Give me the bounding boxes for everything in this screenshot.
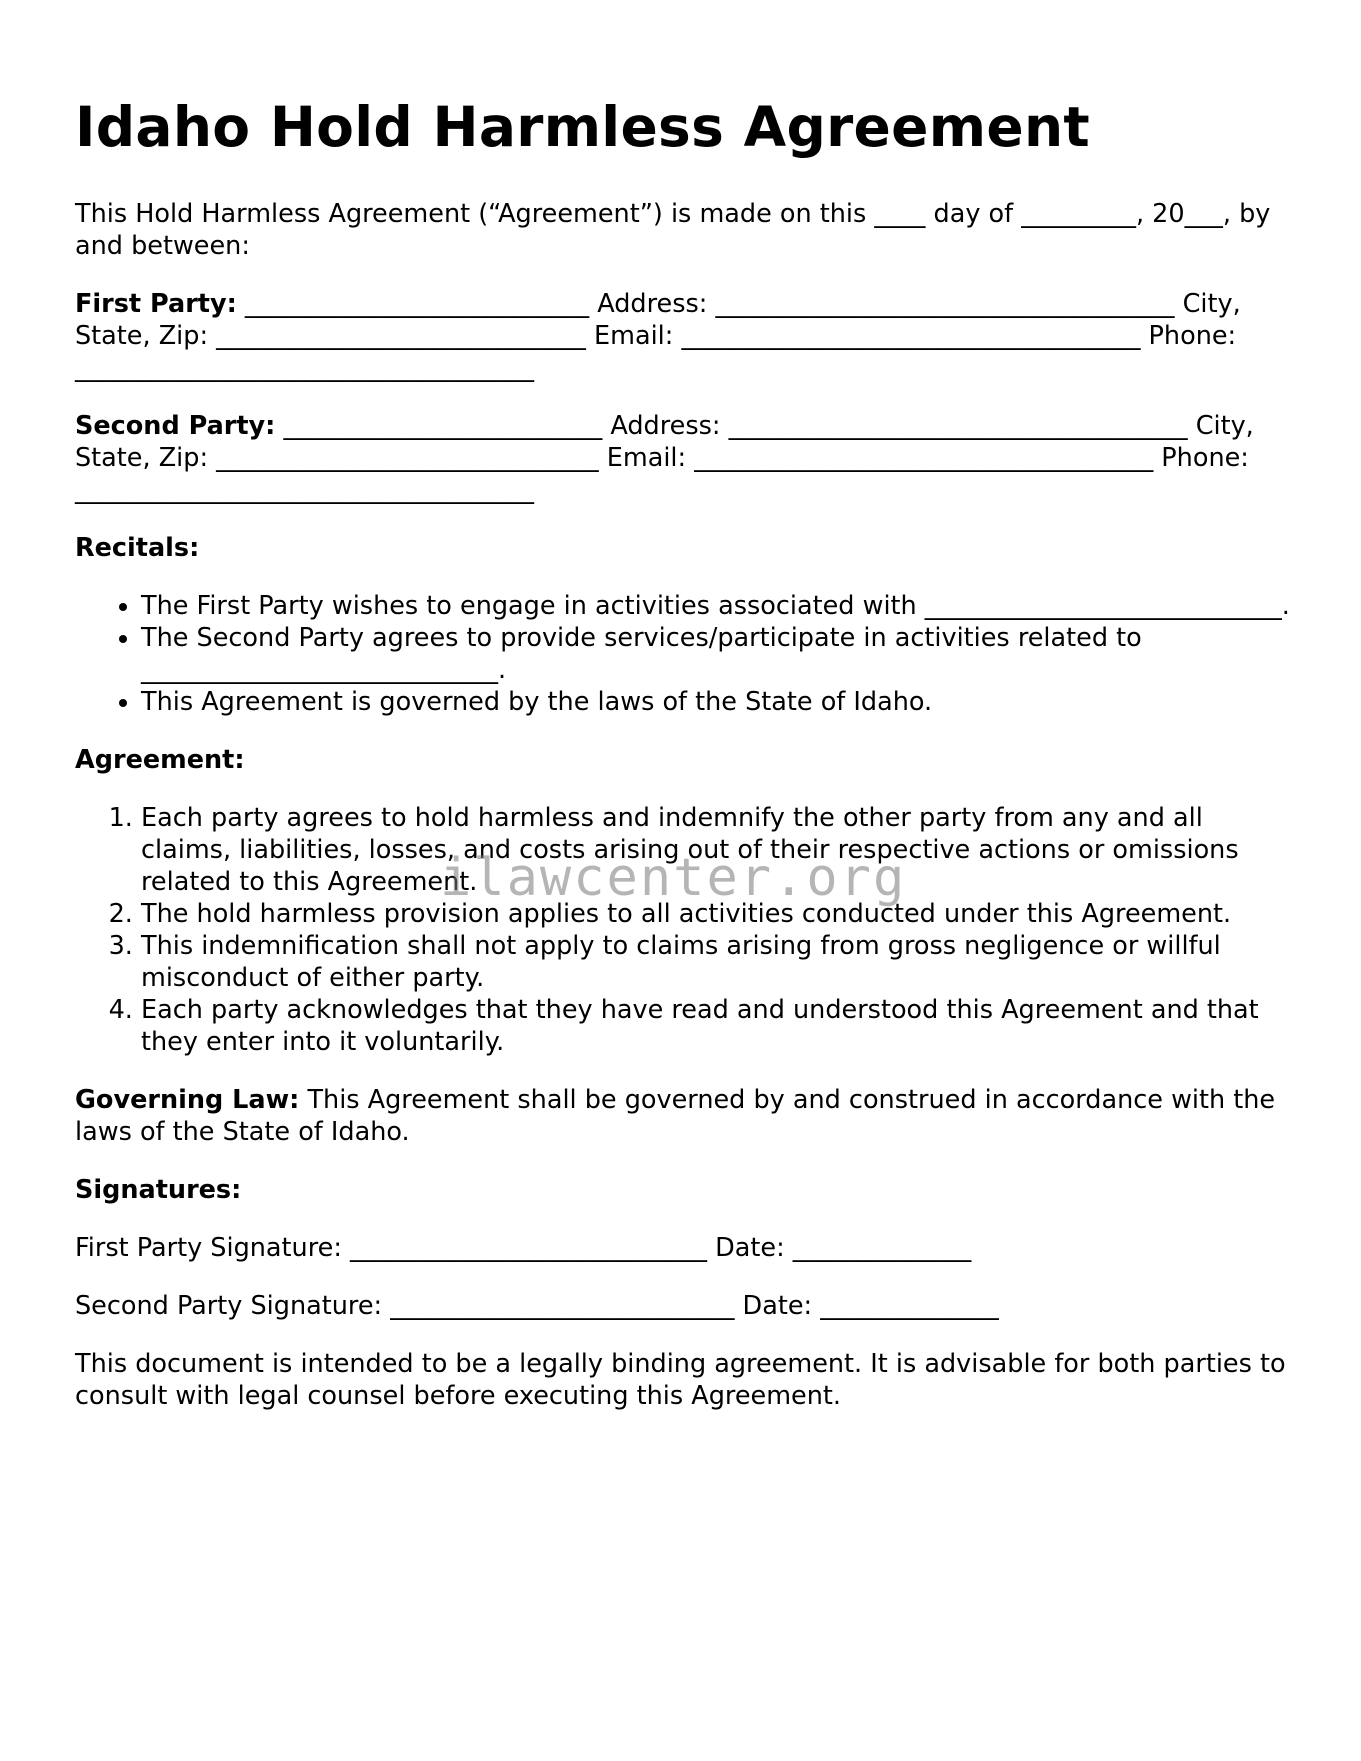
governing-law-label: Governing Law: xyxy=(75,1085,300,1115)
first-party-label: First Party: xyxy=(75,289,237,319)
list-item: 2. The hold harmless provision applies to all activities conducted under this Agreement. xyxy=(141,898,1290,930)
recitals-heading: Recitals: xyxy=(75,533,200,563)
intro-paragraph: This Hold Harmless Agreement (“Agreement”) is made on this ____ day of _________, 20___, by and between: xyxy=(75,199,1271,261)
second-party-block xyxy=(75,410,1290,506)
list-item: • The First Party wishes to engage in activities associated with ____________________________. xyxy=(141,590,1290,622)
closing-paragraph: This document is intended to be a legally binding agreement. It is advisable for both parties to consult with legal counsel before executing this Agreement. xyxy=(75,1349,1286,1411)
second-party-fields: _________________________ Address: ____________________________________ City, State, Zip: ______________________________ Email: ____________________________________ Phone: ____________________________________ xyxy=(75,411,1254,505)
document-title: Idaho Hold Harmless Agreement xyxy=(75,95,1091,159)
list-item: 4. Each party acknowledges that they have read and understood this Agreement and that they enter into it voluntarily. xyxy=(141,994,1290,1058)
list-item: 1. Each party agrees to hold harmless and indemnify the other party from any and all claims, liabilities, losses, and costs arising out of their respective actions or omissions related to this Agreement. xyxy=(141,802,1290,898)
watermark: ilawcenter.org xyxy=(440,848,907,908)
list-item: 3. This indemnification shall not apply to claims arising from gross negligence or willful misconduct of either party. xyxy=(141,930,1290,994)
second-party-signature-line: Second Party Signature: ___________________________ Date: ______________ xyxy=(75,1291,999,1321)
agreement-list xyxy=(75,802,1290,1058)
governing-law-paragraph xyxy=(75,1084,1290,1148)
first-party-block xyxy=(75,288,1290,384)
first-party-fields: ___________________________ Address: ____________________________________ City, State, Zip: _____________________________ Email: ____________________________________ Phone: ____________________________________ xyxy=(75,289,1241,383)
recitals-list xyxy=(75,590,1290,718)
document-page xyxy=(75,92,1290,1412)
second-party-label: Second Party: xyxy=(75,411,276,441)
list-item: • The Second Party agrees to provide services/participate in activities related to ____________________________. xyxy=(141,622,1290,686)
governing-law-text: This Agreement shall be governed by and construed in accordance with the laws of the State of Idaho. xyxy=(75,1085,1276,1147)
agreement-heading: Agreement: xyxy=(75,745,245,775)
list-item: • This Agreement is governed by the laws of the State of Idaho. xyxy=(141,686,1290,718)
signatures-heading: Signatures: xyxy=(75,1175,242,1205)
first-party-signature-line: First Party Signature: ____________________________ Date: ______________ xyxy=(75,1233,972,1263)
